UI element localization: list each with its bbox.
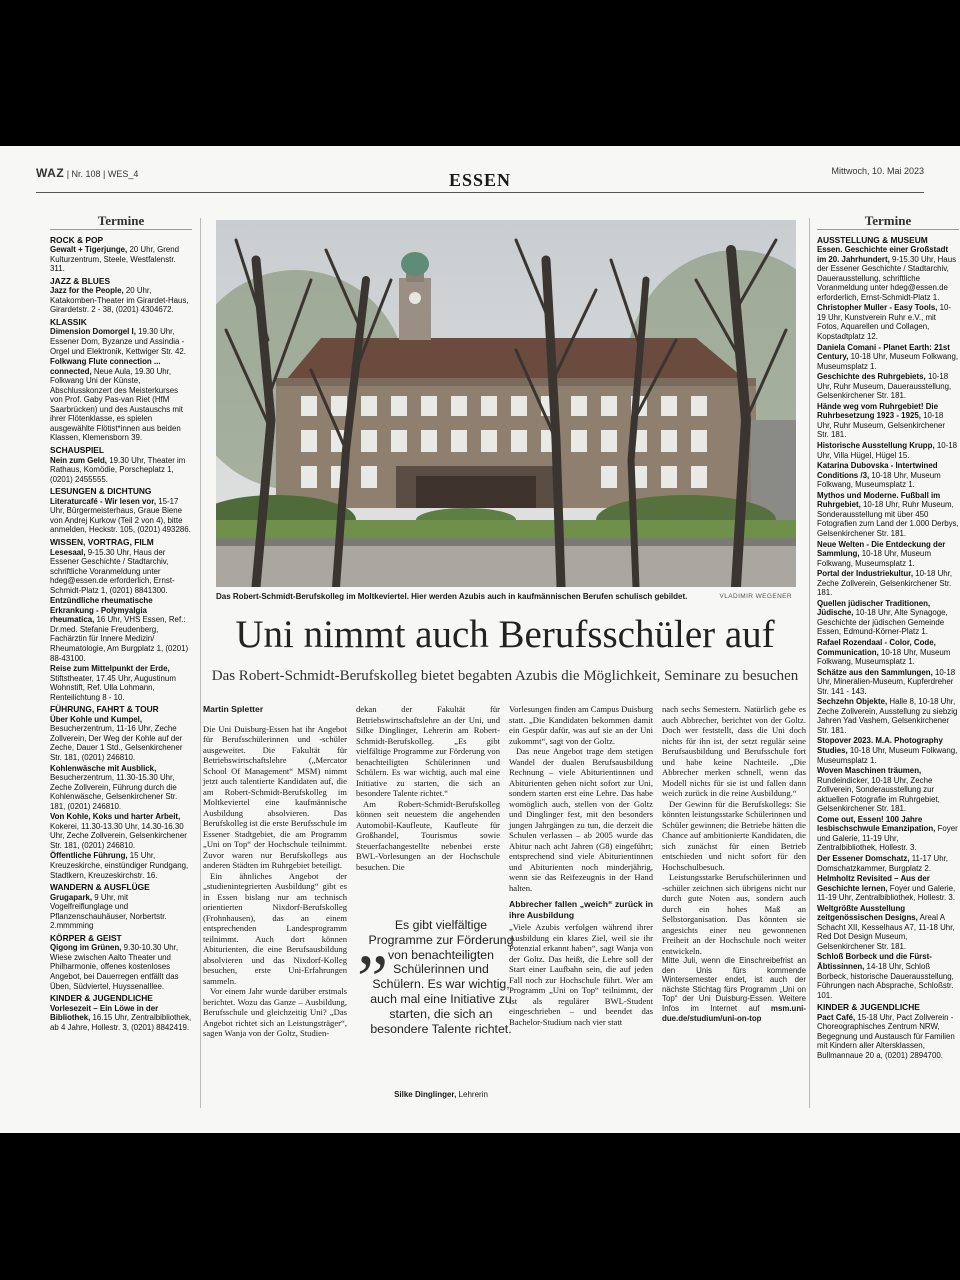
event-details: 20 Uhr, Katakomben-Theater im Girardet-Haus, Girardetstr. 2 - 38, (0201) 4304672. [50, 286, 189, 315]
event-details: 10-18 Uhr, Mineralien-Museum, Kupferdreher Str. 141 - 143. [817, 667, 956, 696]
event-title: Folkwang Flute connection ... connected, [50, 357, 161, 376]
event-entry [817, 638, 959, 667]
quote-source [367, 1090, 515, 1099]
event-entry [50, 812, 192, 850]
photo-illustration [216, 220, 796, 587]
column-rule-right [809, 218, 810, 1108]
event-details: 10-18 Uhr, Museum Folkwang, Museumsplatz 1. [817, 647, 951, 667]
event-category: AUSSTELLUNG & MUSEUM [817, 234, 928, 245]
event-title: Literaturcafé - Wir lesen vor, [50, 496, 157, 506]
event-entry [50, 664, 192, 702]
school-building-photo [216, 220, 796, 587]
event-category: SCHAUSPIEL [50, 445, 104, 456]
event-title: Von Kohle, Koks und harter Arbeit, [50, 812, 181, 822]
event-title: Öffentliche Führung, [50, 851, 128, 861]
event-entry [817, 697, 959, 735]
event-title: Jazz for the People, [50, 286, 124, 296]
column-rule-left [200, 218, 201, 1108]
article-author: Martin Spletter [203, 704, 264, 714]
section-title: ESSEN [448, 170, 512, 190]
event-title: Grugapark, [50, 892, 93, 902]
event-details: 9-15.30 Uhr, Haus der Essener Geschichte / Stadtarchiv, schriftliche Voranmeldung unter hdeg@essen.de erforderlich, Ernst-Schmidt-Platz 1, (0201) 8841300. [50, 547, 175, 595]
event-title: Woven Maschinen träumen, [817, 766, 922, 776]
event-category: ROCK & POP [50, 234, 104, 245]
event-title: Schätze aus den Sammlungen, [817, 667, 933, 677]
event-entry [817, 599, 959, 637]
article-headline: Uni nimmt auch Berufsschüler auf [235, 613, 775, 656]
event-entry [817, 540, 959, 569]
event-entry [817, 874, 959, 903]
event-title: Come out, Essen! 100 Jahre lesbischschwule Emanzipation, [817, 814, 936, 834]
article-subhead: Abbrecher fallen „weich“ zurück in ihre Ausbildung [509, 899, 653, 920]
event-title: Vorlesezeit – Ein Löwe in der Bibliothek, [50, 1003, 159, 1023]
event-title: Mythos und Moderne. Fußball im Ruhrgebiet, [817, 490, 941, 510]
event-title: Lesesaal, [50, 547, 86, 557]
event-details: 15-17 Uhr, Bürgermeisterhaus, Graue Biene von Andrej Kurkow (Teil 2 von 4), bitte anmelden, Heckstr. 105, (0201) 493286. [50, 496, 191, 535]
event-category: KLASSIK [50, 316, 87, 327]
event-details: 9 Uhr, mit Vogelfreiflunglage und Pflanzenschauhäuser, Norbertstr. 2.mmmming [50, 892, 167, 931]
event-details: 19.30 Uhr, Essener Dom, Byzanze und Assindia - Orgel und Elektronik, Kettwiger Str. 42. [50, 327, 186, 356]
info-text: Mitte Juli, wenn die Einschreibefrist an den Unis fürs kommende Wintersemester endet, ist auch der nächste Stichtag fürs Programm „Uni on Top“ der Uni Duisburg-Essen. Weitere Infos im Internet auf [662, 956, 806, 1013]
event-title: Essen. Geschichte einer Großstadt im 20. Jahrhundert, [817, 245, 949, 264]
event-entry [817, 441, 959, 460]
event-entry [50, 1004, 192, 1033]
paragraph: Ein ähnliches Angebot der „studienintegrierten Ausbildung“ gibt es in Essen bislang nur am technisch orientierten Nixdorf-Berufskolleg (Frohnhausen), das an einem entsprechenden Landesprogramm teilnimmt. Auch dort können Abiturienten, die eine Berufsausbildung absolvieren und das Nixdorf-Kolleg besuchen, erste Uni-Erfahrungen sammeln. [203, 870, 347, 986]
event-category: LESUNGEN & DICHTUNG [50, 486, 152, 497]
event-category: JAZZ & BLUES [50, 275, 111, 286]
pull-quote [357, 902, 517, 1114]
event-details: 20 Uhr, Grend Kulturzentrum, Steele, Westfalenstr. 311. [50, 245, 180, 274]
event-details: 10-18 Uhr, Ruhr Museum, Gelsenkirchener Str. 181. [817, 411, 946, 440]
info-box [662, 956, 806, 1023]
article-subheadline: Das Robert-Schmidt-Berufskolleg bietet begabten Azubis die Möglichkeit, Seminare zu besuchen [211, 668, 799, 684]
event-title: Dimension Domorgel I, [50, 327, 136, 337]
event-entry [50, 943, 192, 991]
event-entry [817, 952, 959, 1000]
event-entry [50, 497, 192, 535]
event-entry [817, 343, 959, 372]
event-title: Schloß Borbeck und die Fürst-Äbtissinnen, [817, 952, 932, 972]
event-title: Quellen jüdischer Traditionen, Jüdische, [817, 598, 931, 618]
event-category: WISSEN, VORTRAG, FILM [50, 536, 154, 547]
event-details: 14-18 Uhr, Schloß Borbeck, historische Dauerausstellung, Führungen nach Absprache, Schloßstr. 101. [817, 962, 954, 1000]
event-details: 9-15.30 Uhr, Haus der Essener Geschichte / Stadtarchiv, Dauerausstellung, schriftliche Voranmeldung unter hdeg@essen.de erforderlich, Ernst-Schmidt-Platz 1. [817, 254, 957, 302]
brand-logo: WAZ [36, 166, 65, 180]
event-details: Besucherzentrum, 11-16 Uhr, Zeche Zollverein, Der Weg der Kohle auf der Zeche, Dauer 1 Std., Gelsenkirchener Str. 181, (0201) 246810. [50, 724, 183, 762]
event-title: Weltgrößte Ausstellung zeitgenössischen Designs, [817, 903, 918, 923]
event-title: Christopher Muller - Easy Tools, [817, 303, 938, 313]
event-details: 16 Uhr, VHS Essen, Ref.: Dr.med. Stefanie Freudenberg, Fachärztin für Innere Medizin/ Rheumatologie, Am Burgplatz 1, (0201) 88-43100. [50, 615, 189, 663]
event-details: 10-18 Uhr, Museum Folkwang, Museumsplatz 1. [817, 745, 958, 765]
paragraph: Vorlesungen finden am Campus Duisburg statt. „Die Kandidaten bekommen damit ein Gespür dafür, was auf sie an der Uni zukommt“, sagt von der Goltz. [509, 704, 653, 746]
event-details: Foyer und Galerie, 11-19 Uhr, Zentralbibliothek, Hollestr. 3. [817, 883, 956, 903]
event-details: Besucherzentrum, 11.30-15.30 Uhr, Zeche Zollverein, Führung durch die Kohlenwäsche, Gelsenkirchener Str. 181, (0201) 246810. [50, 773, 178, 811]
event-details: 15-18 Uhr, Pact Zollverein - Choreographisches Zentrum NRW, Begegnung und Austausch für Familien mit Kindern aller Altersklassen, Bullmannaue 20 a, (0201) 2894700. [817, 1012, 955, 1060]
paragraph: „Viele Azubis verfolgen während ihrer Ausbildung ein klares Ziel, weil sie ihr Potenzial erkannt haben“, sagt Wanja von der Goltz. Das heißt, die Lehre soll der Start einer Laufbahn sein, die auf jeden Fall noch zur Hochschule führt. Wer am Programm „Uni on Top“ teilnimmt, der ist als regulärer BWL-Student eingeschrieben – und beendet das Bachelor-Studium nach vier statt [509, 922, 653, 1027]
event-title: Rafael Rozendaal - Color, Code, Communication, [817, 637, 936, 657]
quote-mark-icon: „ [357, 902, 389, 979]
left-events-sidebar [50, 213, 192, 1033]
event-entry [50, 851, 192, 880]
event-details: Halle 8, 10-18 Uhr, Zeche Zollverein, Ausstellung zu siebzig Jahren Yad Vashem, Gelsenkirchener Str. 181. [817, 697, 958, 735]
event-details: Areal A Schacht XII, Kesselhaus A7, 11-18 Uhr, Red Dot Design Museum, Gelsenkirchener Str. 181. [817, 913, 955, 951]
event-details: 10-18 Uhr, Zeche Zollverein, Gelsenkirchener Str. 181. [817, 569, 953, 598]
event-entry [50, 715, 192, 763]
quote-role: Lehrerin [456, 1090, 488, 1099]
event-entry [817, 461, 959, 490]
event-entry [50, 357, 192, 443]
event-title: Pact Café, [817, 1012, 856, 1022]
paragraph: nach sechs Semestern. Natürlich gebe es auch Abbrecher, berichtet von der Goltz. Doch wer feststellt, dass die Uni doch nichts für ihn ist, der setzt regulär seine Berufsausbildung und Berufsschule fort und habe keine Nachteile. „Die Abbrecher merken schnell, wenn das Modell nichts für sie ist und fallen dann weich zurück in die reine Ausbildung.“ [662, 704, 806, 798]
event-details: 16.15 Uhr, Zentralbibliothek, ab 4 Jahre, Hollestr. 3, (0201) 8842419. [50, 1013, 192, 1032]
event-title: Neue Welten - Die Entdeckung der Sammlung, [817, 539, 946, 559]
event-entry [817, 736, 959, 765]
event-title: Hände weg vom Ruhrgebiet! Die Ruhrbesetzung 1923 - 1925, [817, 401, 939, 421]
right-events-sidebar [817, 213, 959, 1061]
photo-credit: VLADIMIR WEGENER [719, 593, 792, 600]
event-details: 11-17 Uhr, Domschatzkammer, Burgplatz 2. [817, 854, 948, 873]
paragraph: Vor einem Jahr wurde darüber erstmals berichtet. Wozu das Ganze – Ausbildung, Berufsschule und gleichzeitig Uni? „Das Angebot richtet sich an Leistungsträger“, sagen Wanja von der Goltz, Studien- [203, 986, 347, 1038]
event-details: 9.30-10.30 Uhr, Wiese zwischen Aalto Theater und Philharmonie, offenes kostenloses Angebot, bei Dauerregen entfällt das Üben, Südviertel, Huyssenalllee. [50, 943, 179, 991]
event-details: Neue Aula, 19.30 Uhr, Folkwang Uni der Künste, Abschlusskonzert des Meisterkurses von Prof. Gaby Pas-van Riet (HfM Saarbrücken) und des Austauschs mit ihrer Flötenklasse, es spielen ausgewählte Flötist*innen aus beiden Klassen, Klemensborn 39. [50, 366, 183, 443]
event-entry [817, 245, 959, 302]
event-details: 10-18 Uhr, Ruhr Museum, Dauerausstellung, Gelsenkirchener Str. 181. [817, 372, 952, 401]
event-entry [817, 569, 959, 598]
paragraph: Am Robert-Schmidt-Berufskolleg können seit neuestem die angehenden Automobil-Kaufleute, Kaufleute für Großhandel, Tourismus sowie Steuerfachangestellte nebenbei erste BWL-Vorlesungen an der Hochschule besuchen. Die [356, 798, 500, 872]
event-title: Kohlenwäsche mit Ausblick, [50, 763, 157, 773]
paragraph: Die Uni Duisburg-Essen hat ihr Angebot für Berufsschülerinnen und -schüler ausgeweitet. Die Fakultät für Betriebswirtschaftslehre („Mercator School Of Management“ MSM) nimmt jetzt auch talentierte Kandidaten auf, die am Robert-Schmidt-Berufskolleg im Moltkeviertel eine kaufmännische Ausbildung absolvieren. Das Berufskolleg ist die erste Berufsschule im Essener Stadtgebiet, die am Programm „Uni on Top“ der Hochschule teilnimmt. Zuvor waren nur Berufskollegs aus anderen Städten im Ruhrgebiet beteiligt. [203, 723, 347, 870]
event-details: Kokerei, 11.30-13.30 Uhr, 14.30-16.30 Uhr, Zeche Zollverein, Gelsenkirchener Str. 181, (0201) 246810. [50, 821, 187, 850]
event-details: 10-18 Uhr, Alte Synagoge, Geschichte der jüdischen Gemeinde Essen, Edmund-Körner-Platz 1. [817, 608, 948, 637]
event-entry [817, 1013, 959, 1061]
paragraph: dekan der Fakultät für Betriebswirtschaftslehre an der Uni, und Silke Dinglinger, Lehrerin am Robert-Schmidt-Berufskolleg. „Es gibt vielfältige Programme zur Förderung von benachteiligten Schülerinnen und Schülern. Es war wichtig, auch mal eine Initiative zu starten, die sich an besondere Talente richtet.“ [356, 704, 500, 798]
info-link[interactable]: msm.uni-due.de/studium/uni-on-top [662, 1003, 806, 1023]
left-sidebar-title: Termine [50, 216, 192, 230]
event-entry [817, 303, 959, 341]
event-entry [50, 286, 192, 315]
event-details: 15 Uhr, Kreuzeskirche, einstündiger Rundgang, Stadtkern, Kreuzeskirchstr. 16. [50, 851, 189, 880]
event-title: Historische Ausstellung Krupp, [817, 441, 935, 451]
event-title: Entzündliche rheumatische Erkrankung - Polymyalgia rheumatica, [50, 596, 153, 625]
event-title: Daniela Comani - Planet Earth: 21st Century, [817, 342, 950, 362]
event-title: Helmholtz Revisited – Aus der Geschichte lernen, [817, 874, 930, 893]
event-details: 19.30 Uhr, Theater im Rathaus, Komödie, Porscheplatz 1, (0201) 2455555. [50, 455, 186, 484]
photo-caption [216, 592, 796, 601]
quote-speaker: Silke Dinglinger, [394, 1090, 457, 1099]
event-entry [50, 764, 192, 812]
caption-text: Das Robert-Schmidt-Berufskolleg im Moltkeviertel. Hier werden Azubis auch in kaufmännischen Berufen schulisch gebildet. [216, 592, 688, 601]
event-details: Rundeindicker, 10-18 Uhr, Zeche Zollverein, Sonderausstellung zur aktuellen Fotografie im Ruhrgebiet, Gelsenkirchener Str. 181. [817, 775, 940, 814]
event-title: Gewalt + Tigerjunge, [50, 245, 128, 255]
event-title: Portal der Industriekultur, [817, 569, 914, 579]
event-details: Stiftstheater, 17.45 Uhr, Augustinum Wohnstift, Ref. Ulla Lohmann, Renteilichtung 8 - 10. [50, 673, 176, 702]
event-entry [50, 548, 192, 596]
masthead [36, 164, 924, 193]
event-entry [817, 815, 959, 853]
event-category: KINDER & JUGENDLICHE [50, 993, 153, 1004]
article-column-3 [509, 704, 653, 1027]
event-category: FÜHRUNG, FAHRT & TOUR [50, 704, 159, 715]
event-details: 10-18 Uhr, Museum Folkwang, Museumsplatz 1. [817, 470, 941, 490]
quote-text: Es gibt vielfältige Programme zur Förderung von benachteiligten Schülerinnen und Schülern. Es war wichtig, auch mal eine Initiative zu starten, die sich an besondere Talente richtet. [368, 918, 514, 1036]
event-title: Stopover 2023. M.A. Photography Studies, [817, 736, 943, 755]
event-title: Katarina Dubovska - Intertwined Conditions /3, [817, 461, 938, 480]
event-entry [50, 596, 192, 663]
article-column-2 [356, 704, 500, 872]
event-details: Foyer und Galerie, 11-19 Uhr, Zentralbibliothek, Hollestr. 3. [817, 824, 958, 853]
article-column-4 [662, 704, 806, 1023]
event-title: Der Essener Domschatz, [817, 854, 910, 863]
event-entry [817, 372, 959, 401]
newspaper-page [0, 146, 960, 1133]
event-entry [50, 893, 192, 931]
event-title: Qigong im Grünen, [50, 943, 122, 953]
event-entry [817, 904, 959, 952]
paragraph: Das neue Angebot trage dem stetigen Wandel der dualen Berufsausbildung Rechnung – viele Abiturientinnen und Abiturienten gehen nicht sofort zur Uni, sondern starten erst eine Lehre. Das habe womöglich auch, stellen von der Goltz und Dinglinger fest, mit den besonders jungen Jahrgängen zu tun, die derzeit die Schulen verlassen – ab 2005 wurde das Abitur nach acht Jahren (G8) eingeführt; entsprechend sind viele Abiturientinnen und Abiturienten noch minderjährig, wenn sie das Reifezeugnis in der Hand halten. [509, 746, 653, 893]
event-category: KÖRPER & GEIST [50, 932, 122, 943]
event-entry [50, 456, 192, 485]
event-details: 10-19 Uhr, Kunstverein Ruhr e.V., mit Fotos, Aquarellen und Collagen, Kopstadtplatz 12. [817, 303, 952, 342]
article-column-1 [203, 704, 347, 1039]
right-sidebar-title: Termine [817, 216, 959, 230]
event-title: Sechzehn Objekte, [817, 697, 888, 707]
issue-number: | Nr. 108 | WES_4 [66, 169, 139, 179]
event-entry [817, 766, 959, 814]
event-title: Geschichte des Ruhrgebiets, [817, 372, 926, 382]
event-details: 10-18 Uhr, Villa Hügel, Hügel 15. [817, 441, 958, 460]
event-entry [817, 854, 959, 873]
paragraph: Der Gewinn für die Berufskollegs: Sie könnten leistungsstarke Schülerinnen und Schüler gewinnen; die Betriebe hätten die Chance auf ambitionierte Kandidaten, die sich zunächst für einen Betrieb entschieden und nicht sofort für den Hochschulbesuch. [662, 798, 806, 872]
event-title: Nein zum Geld, [50, 455, 107, 465]
issue-date: Mittwoch, 10. Mai 2023 [831, 166, 924, 176]
event-details: 10-18 Uhr, Ruhr Museum, Sonderausstellung mit über 450 Fotografien zum Land der 1.000 Derbys, Gelsenkirchener Str. 181. [817, 500, 959, 538]
event-category: KINDER & JUGENDLICHE [817, 1002, 920, 1013]
event-details: 10-18 Uhr, Museum Folkwang, Museumsplatz 1. [817, 352, 959, 371]
event-entry [817, 402, 959, 440]
event-entry [50, 245, 192, 274]
event-title: Reise zum Mittelpunkt der Erde, [50, 664, 170, 674]
paragraph: Leistungsstarke Berufschülerinnen und -schüler zeichnen sich übrigens nicht nur durch gute Noten aus, sondern auch durch ein hohes Maß an Selbstorganisation. Das könnten sie angesichts einer neu gewonnenen Freiheit an der Hochschule noch weiter entwickeln. [662, 872, 806, 956]
event-title: Über Kohle und Kumpel, [50, 714, 143, 724]
event-entry [817, 668, 959, 697]
event-category: WANDERN & AUSFLÜGE [50, 882, 150, 893]
event-details: 10-18 Uhr, Museum Folkwang, Museumsplatz 1. [817, 549, 932, 568]
event-entry [817, 491, 959, 539]
event-entry [50, 327, 192, 356]
